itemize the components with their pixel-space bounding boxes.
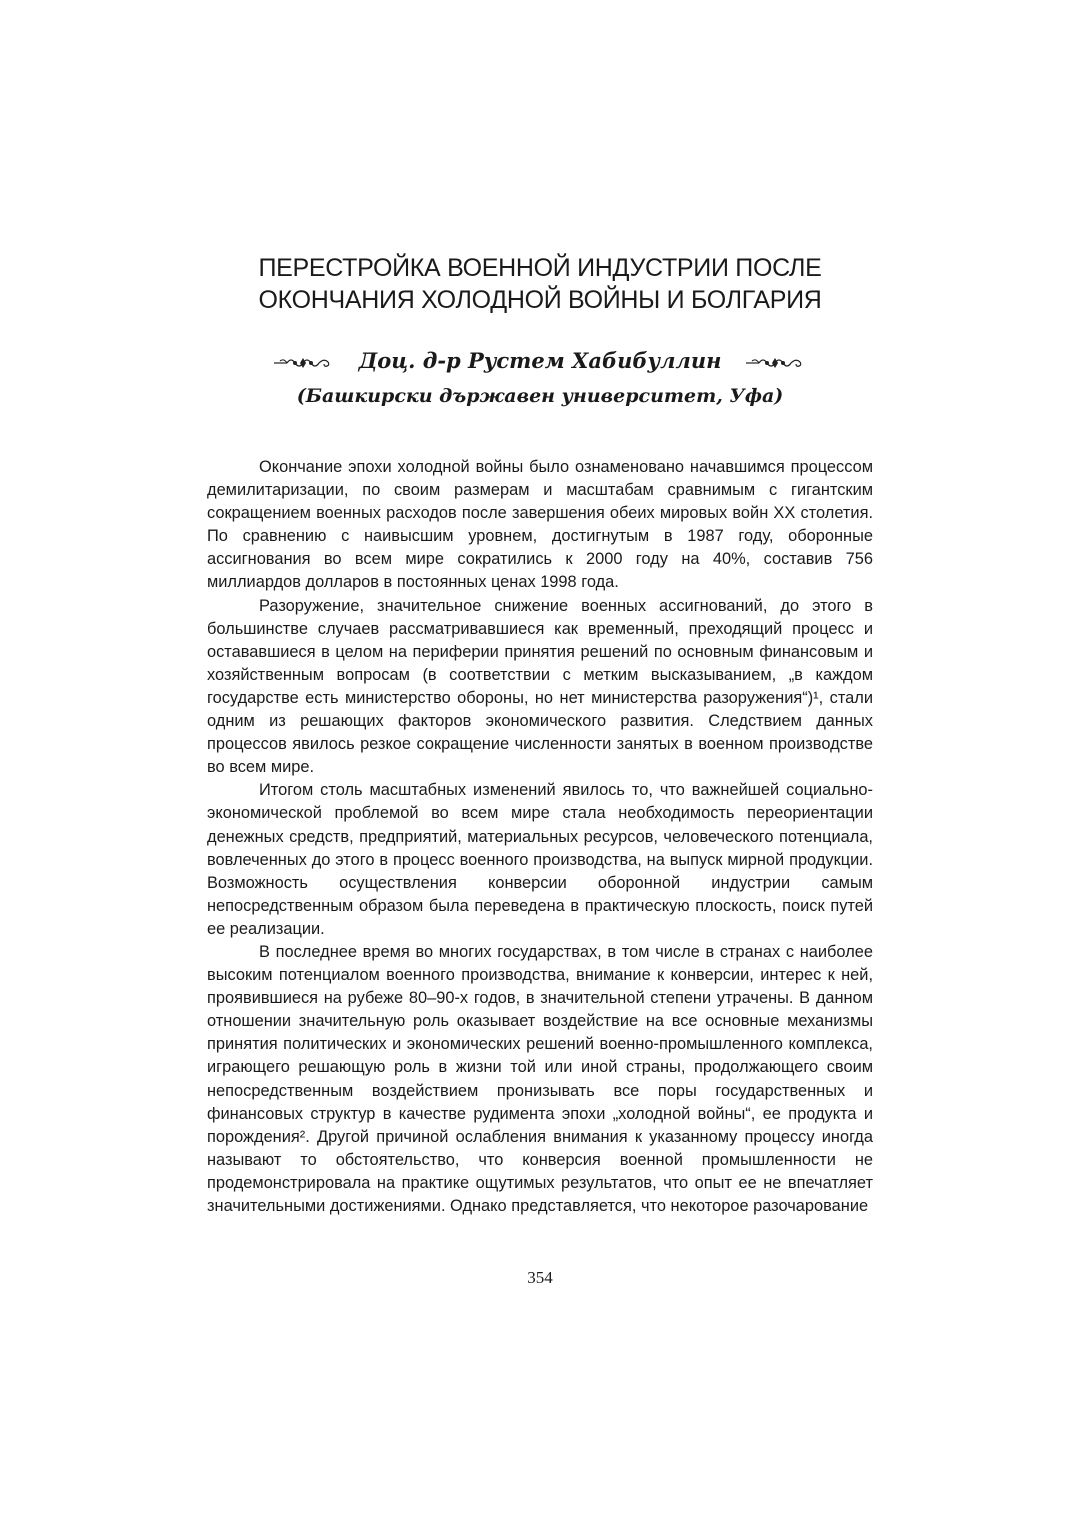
paragraph-1: Окончание эпохи холодной войны было ознаменовано начавшимся процессом демилитаризации, по своим размерам и масштабам сравнимым с гигантским сокращением военных расходов после завершения обеих мировых войн XX столетия. По сравнению с наивысшим уровнем, достигнутым в 1987 году, оборонные ассигнования во всем мире сократились к 2000 году на 40%, составив 756 миллиардов долларов в постоянных ценах 1998 года. <box>207 458 873 592</box>
scroll-ornament-icon <box>745 356 807 370</box>
author-name: Доц. д-р Рустем Хабибуллин <box>358 348 722 373</box>
author-affiliation: (Башкирски държавен университет, Уфа) <box>296 385 784 407</box>
title-line-2: ОКОНЧАНИЯ ХОЛОДНОЙ ВОЙНЫ И БОЛГАРИЯ <box>258 286 822 314</box>
paragraph-3: Итогом столь масштабных изменений явилось то, что важнейшей социально-экономической проблемой во всем мире стала необходимость переориентации денежных средств, предприятий, материальных ресурсов, человеческого потенциала, вовлеченных до этого в процесс военного производства, на выпуск мирной продукции. Возможность осуществления конверсии оборонной индустрии самым непосредственным образом была переведена в практическую плоскость, поиск путей ее реализации. <box>207 781 873 938</box>
author-line <box>140 347 940 375</box>
article-title <box>140 252 940 316</box>
article-body <box>207 456 873 1218</box>
paragraph-4: В последнее время во многих государствах, в том числе в странах с наиболее высоким потенциалом военного производства, внимание к конверсии, интерес к ней, проявившиеся на рубеже 80–90-х годов, в значительной степени утрачены. В данном отношении значительную роль оказывает воздействие на все основные механизмы принятия политических и экономических решений военно-промышленного комплекса, играющего решающую роль в жизни той или иной страны, продолжающего своим непосредственным воздействием пронизывать все поры государственных и финансовых структур в качестве рудимента эпохи „холодной войны“, ее продукта и порождения². Другой причиной ослабления внимания к указанному процессу иногда называют то обстоятельство, что конверсия военной промышленности не продемонстрировала на практике ощутимых результатов, что опыт ее не впечатляет значительными достижениями. Однако представляется, что некоторое разочарование <box>207 942 873 1215</box>
scroll-ornament-icon <box>273 356 335 370</box>
title-line-1: ПЕРЕСТРОЙКА ВОЕННОЙ ИНДУСТРИИ ПОСЛЕ <box>258 254 822 282</box>
paragraph-2: Разоружение, значительное снижение военных ассигнований, до этого в большинстве случаев рассматривавшиеся как временный, преходящий процесс и остававшиеся в целом на периферии принятия решений по основным финансовым и хозяйственным вопросам (в соответствии с метким высказыванием, „в каждом государстве есть министерство обороны, но нет министерства разоружения“)¹, стали одним из решающих факторов экономического развития. Следствием данных процессов явилось резкое сокращение численности занятых в военном производстве во всем мире. <box>207 596 873 777</box>
page-number: 354 <box>527 1268 553 1287</box>
